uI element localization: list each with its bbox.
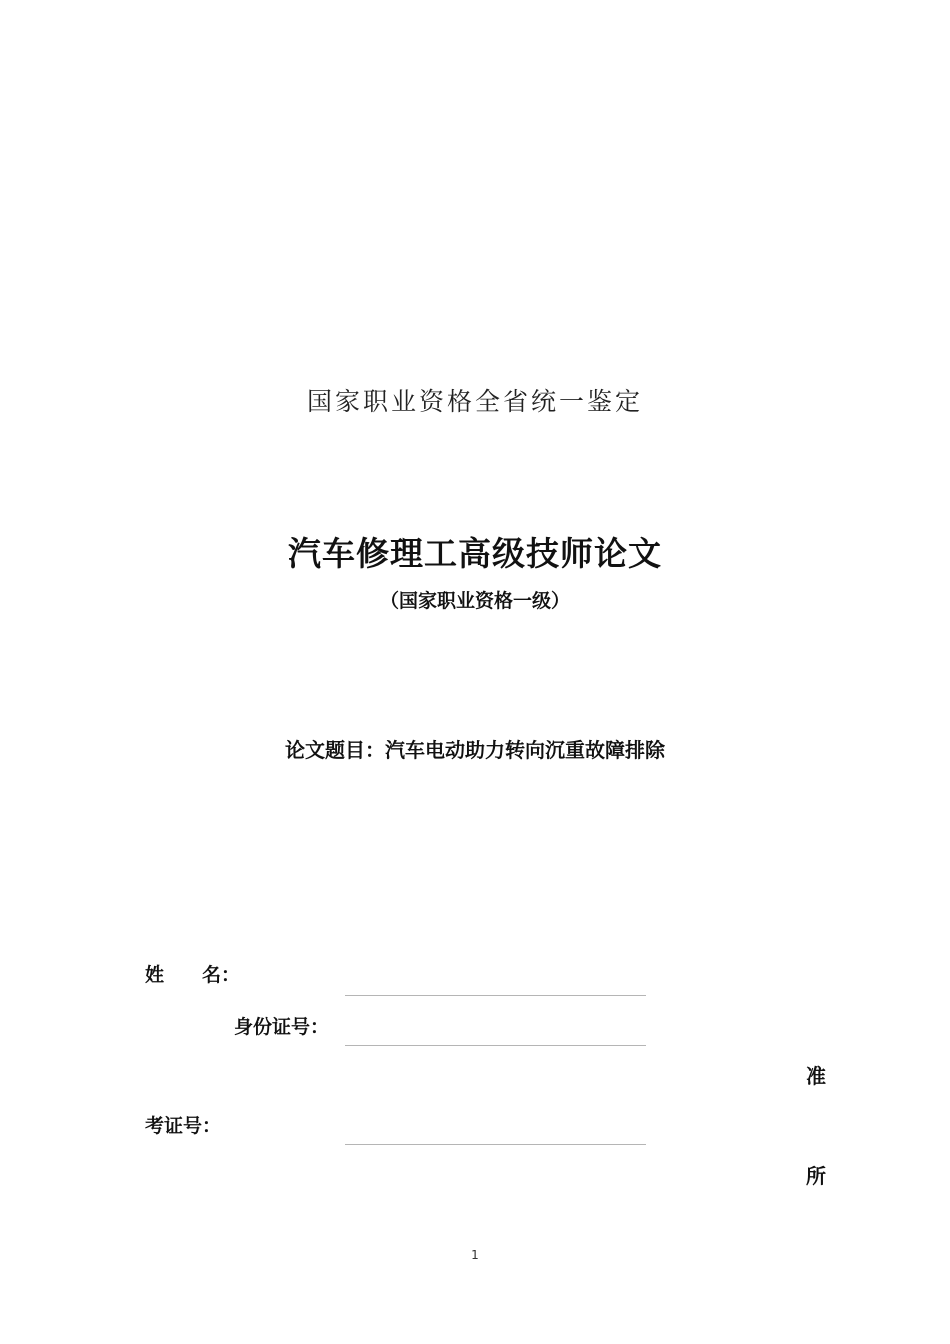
name-label: 姓 名： <box>145 964 241 986</box>
thesis-topic: 论文题目：汽车电动助力转向沉重故障排除 <box>285 738 665 762</box>
page-title: 汽车修理工高级技师论文 <box>288 534 662 573</box>
exam-number-label: 考证号： <box>145 1115 222 1137</box>
name-field-line <box>345 995 646 996</box>
subtitle: （国家职业资格一级） <box>379 590 570 612</box>
exam-number-field-line <box>345 1144 646 1145</box>
page-number: 1 <box>471 1248 479 1262</box>
id-number-field-line <box>345 1045 646 1046</box>
right-margin-char-1: 准 <box>806 1064 826 1088</box>
right-margin-char-2: 所 <box>806 1164 826 1188</box>
id-number-label: 身份证号： <box>234 1016 330 1038</box>
header-line: 国家职业资格全省统一鉴定 <box>306 387 643 416</box>
